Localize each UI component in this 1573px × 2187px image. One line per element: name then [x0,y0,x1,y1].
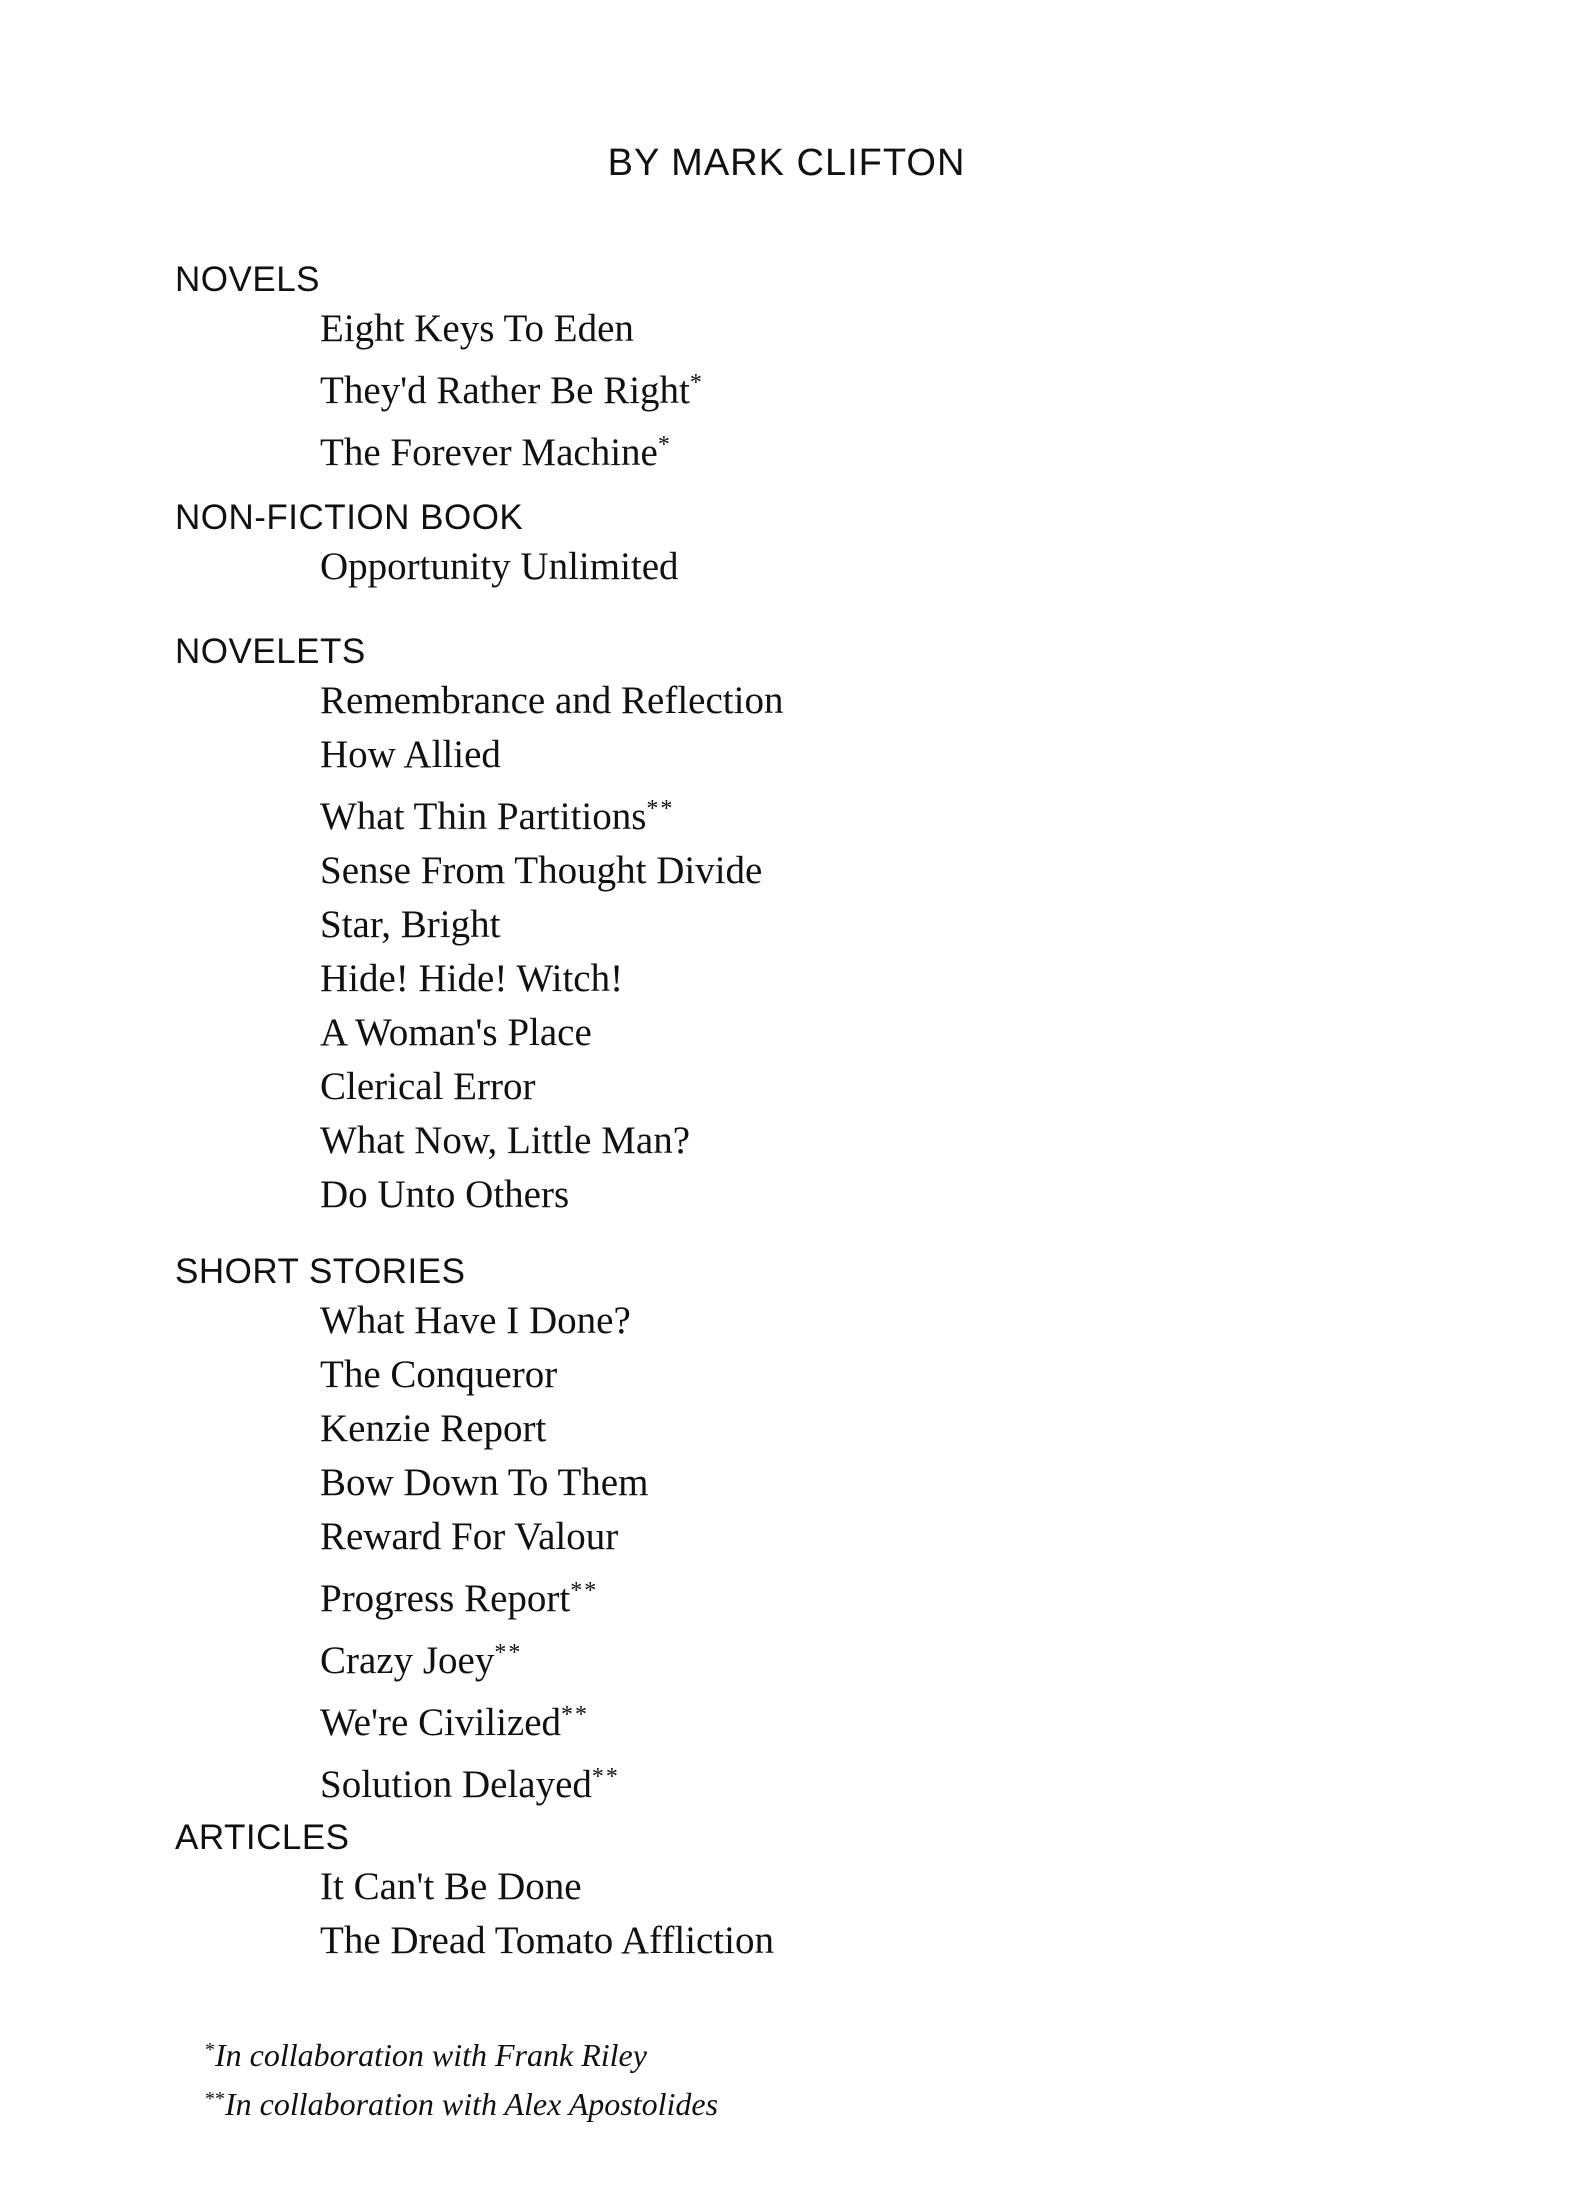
list-item [320,952,783,1006]
section-novels [175,258,704,480]
section-label: ARTICLES [175,1818,350,1857]
list-item [320,1626,648,1688]
list-item [320,1114,783,1168]
footnote-text: In collaboration with Alex Apostolides [225,2086,719,2122]
work-title: The Forever Machine [320,431,658,474]
work-title: Remembrance and Reflection [320,679,784,722]
footnote [205,2028,718,2077]
footnote-marker: ** [494,1640,523,1666]
footnote-marker: ** [646,796,675,822]
work-title: Reward For Valour [320,1515,619,1558]
work-title: We're Civilized [320,1701,562,1744]
work-title: It Can't Be Done [320,1865,582,1908]
work-title: Bow Down To Them [320,1461,649,1504]
footnote-marker: ** [591,1764,620,1790]
title-list [175,1860,774,1968]
section-label: NOVELETS [175,632,366,671]
list-item [320,1060,783,1114]
list-item [320,898,783,952]
section-non-fiction-book [175,496,679,594]
footnote-text: In collaboration with Frank Riley [215,2037,647,2073]
work-title: A Woman's Place [320,1011,592,1054]
footnotes [205,2028,718,2126]
footnote [205,2077,718,2126]
list-item [320,1456,648,1510]
section-articles [175,1816,774,1968]
list-item [320,1564,648,1626]
work-title: Crazy Joey [320,1639,495,1682]
list-item [320,728,783,782]
work-title: The Conqueror [320,1353,558,1396]
title-list [175,1294,648,1812]
work-title: They'd Rather Be Right [320,369,690,412]
list-item [320,540,679,594]
work-title: Progress Report [320,1577,571,1620]
list-item [320,1688,648,1750]
list-item [320,1294,648,1348]
list-item [320,356,704,418]
list-item [320,844,783,898]
list-item [320,1860,774,1914]
list-item [320,1510,648,1564]
work-title: Do Unto Others [320,1173,570,1216]
section-label: SHORT STORIES [175,1252,466,1291]
page-heading: BY MARK CLIFTON [607,142,966,184]
footnote-marker: * [205,2039,215,2061]
work-title: Star, Bright [320,903,501,946]
list-item [320,418,704,480]
list-item [320,1006,783,1060]
section-novelets [175,630,783,1222]
work-title: The Dread Tomato Affliction [320,1919,774,1962]
section-label: NOVELS [175,260,320,299]
list-item [320,1914,774,1968]
footnote-marker: * [657,432,672,458]
section-label: NON-FICTION BOOK [175,498,524,537]
footnote-marker: ** [570,1578,599,1604]
title-list [175,674,783,1222]
work-title: What Now, Little Man? [320,1119,691,1162]
work-title: Solution Delayed [320,1763,592,1806]
list-item [320,302,704,356]
title-list [175,540,679,594]
work-title: Sense From Thought Divide [320,849,763,892]
list-item [320,674,783,728]
work-title: What Thin Partitions [320,795,647,838]
footnote-marker: ** [561,1702,590,1728]
title-list [175,302,704,480]
footnote-marker: * [689,370,704,396]
work-title: What Have I Done? [320,1299,631,1342]
list-item [320,782,783,844]
footnote-marker: ** [205,2088,225,2110]
section-short-stories [175,1250,648,1812]
work-title: Kenzie Report [320,1407,547,1450]
work-title: How Allied [320,733,501,776]
list-item [320,1168,783,1222]
work-title: Eight Keys To Eden [320,307,634,350]
work-title: Clerical Error [320,1065,536,1108]
list-item [320,1750,648,1812]
list-item [320,1348,648,1402]
work-title: Hide! Hide! Witch! [320,957,624,1000]
work-title: Opportunity Unlimited [320,545,679,588]
list-item [320,1402,648,1456]
